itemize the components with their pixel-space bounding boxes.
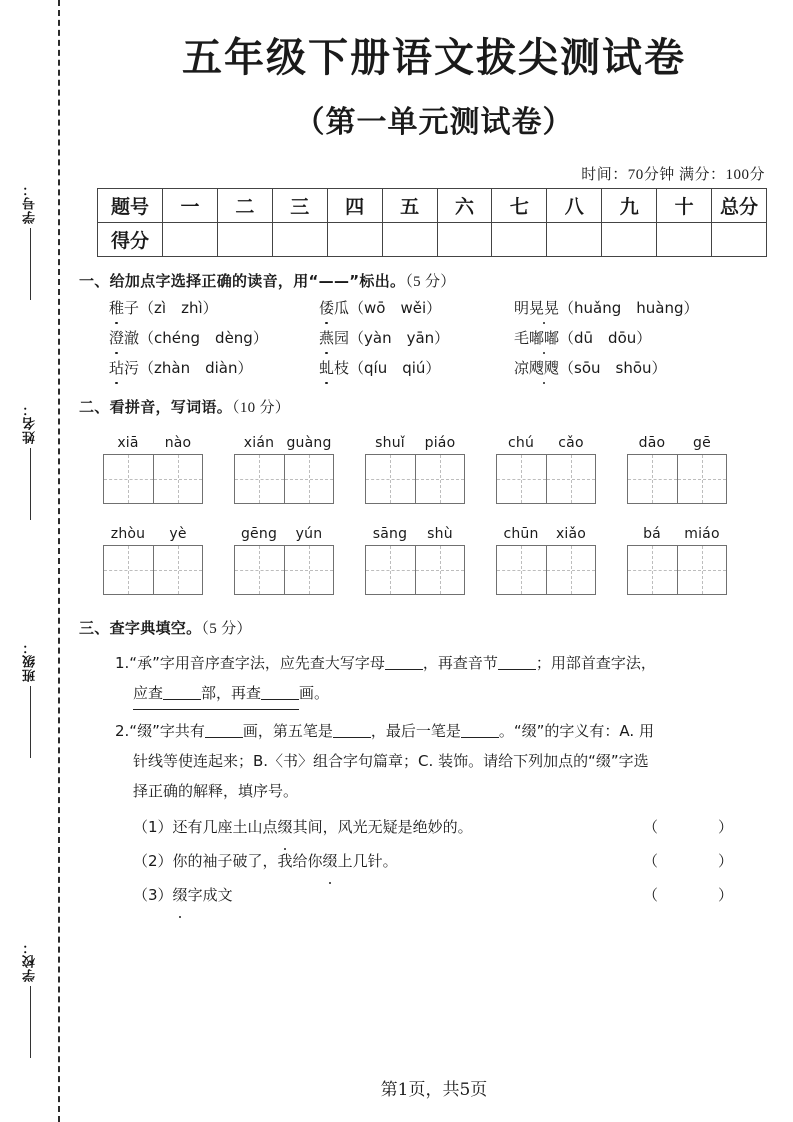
score-cell-2[interactable] [217, 223, 272, 257]
sub-item-1-suffix: 其间，风光无疑是绝妙的。 [292, 818, 473, 836]
write-word-group[interactable] [627, 435, 727, 504]
score-col-header-2: 二 [217, 189, 272, 223]
page-footer: 第1页，共5页 [380, 1080, 488, 1100]
write-pinyin-labels [627, 526, 727, 542]
pinyin-syllable: dāo [638, 435, 666, 451]
grid-cell[interactable] [677, 546, 726, 594]
score-cell-6[interactable] [437, 223, 492, 257]
character-grid-box[interactable] [365, 454, 465, 504]
character-grid-box[interactable] [365, 545, 465, 595]
write-word-group[interactable] [365, 526, 465, 595]
dotted-char: 倭 [319, 299, 335, 317]
margin-rule-name [30, 448, 31, 520]
answer-blank-syllable[interactable] [498, 669, 536, 670]
pinyin-syllable: gēng [240, 526, 278, 542]
pinyin-options: （sōu shōu） [559, 359, 667, 377]
grid-cell[interactable] [546, 546, 595, 594]
grid-cell[interactable] [284, 546, 333, 594]
grid-cell[interactable] [235, 455, 284, 503]
grid-cell[interactable] [284, 455, 333, 503]
score-cell-5[interactable] [382, 223, 437, 257]
grid-cell[interactable] [104, 455, 153, 503]
pinyin-row [109, 297, 793, 318]
pinyin-syllable: shuǐ [375, 435, 405, 451]
pinyin-syllable: xiā [117, 435, 139, 451]
character-grid-box[interactable] [496, 454, 596, 504]
pinyin-word-tail: 枝 [334, 359, 350, 377]
grid-cell[interactable] [153, 546, 202, 594]
write-pinyin-labels [496, 526, 596, 542]
margin-rule-class [30, 686, 31, 758]
pinyin-item[interactable] [109, 327, 319, 348]
score-cell-1[interactable] [163, 223, 218, 257]
exam-meta-info: 时间：70分钟 满分：100分 [581, 167, 765, 183]
q31-text-d: 应查 [133, 684, 164, 702]
pinyin-item[interactable] [514, 327, 651, 348]
pinyin-options: （zhàn diàn） [139, 359, 253, 377]
sub-item-3-suffix: 字成文 [187, 886, 233, 904]
pinyin-syllable: yè [169, 526, 187, 542]
section-heading-three [79, 617, 793, 638]
pinyin-syllable: zhòu [110, 526, 146, 542]
write-word-group[interactable] [627, 526, 727, 595]
pinyin-syllable: xián [243, 435, 275, 451]
write-word-group[interactable] [234, 435, 334, 504]
section-heading-one [79, 270, 793, 291]
pinyin-syllable: bá [643, 526, 661, 542]
section-three-points: （5 分） [201, 621, 252, 637]
question-3-1-line-2 [133, 678, 793, 710]
write-pinyin-labels [496, 435, 596, 451]
q31-text-f: 画。 [299, 684, 330, 702]
q31-underlined-run [133, 678, 299, 710]
pinyin-word-tail: 瓜 [334, 299, 350, 317]
score-table-wrapper [97, 188, 767, 257]
score-table-score-row [98, 223, 767, 257]
pinyin-syllable: nào [164, 435, 192, 451]
pinyin-syllable: miáo [684, 526, 720, 542]
grid-cell[interactable] [415, 455, 464, 503]
pinyin-options: （wō wěi） [349, 299, 442, 317]
sub-item-2-prefix: （2）你的袖子破了，我给你 [133, 852, 323, 870]
score-table-row-label-score: 得分 [98, 223, 163, 257]
pinyin-syllable: gē [693, 435, 711, 451]
write-word-group[interactable] [103, 526, 203, 595]
sub-item-1 [133, 810, 773, 844]
dotted-char: 缀 [173, 878, 188, 912]
write-pinyin-labels [627, 435, 727, 451]
score-cell-9[interactable] [602, 223, 657, 257]
pinyin-options: （dū dōu） [559, 329, 652, 347]
score-cell-7[interactable] [492, 223, 547, 257]
pinyin-word-tail: 子 [124, 299, 140, 317]
answer-blank-last-stroke[interactable] [461, 737, 499, 738]
score-col-header-6: 六 [437, 189, 492, 223]
dotted-char: 稚 [109, 299, 125, 317]
answer-blank-fifth-stroke[interactable] [333, 737, 371, 738]
dotted-char: 嘟嘟 [529, 329, 560, 347]
character-grid-box[interactable] [103, 454, 203, 504]
write-pinyin-labels [103, 526, 203, 542]
pinyin-item[interactable] [319, 357, 514, 378]
character-grid-box[interactable] [627, 545, 727, 595]
dotted-char: 晃晃 [529, 299, 560, 317]
exam-page [75, 0, 793, 1122]
pinyin-row [109, 357, 793, 378]
score-cell-3[interactable] [272, 223, 327, 257]
sub-item-3-prefix: （3） [133, 886, 173, 904]
grid-cell[interactable] [677, 455, 726, 503]
character-grid-box[interactable] [627, 454, 727, 504]
answer-blank-letter[interactable] [385, 669, 423, 670]
score-col-header-9: 九 [602, 189, 657, 223]
margin-label-class: 班级： [22, 640, 38, 682]
dotted-char: 澄 [109, 329, 125, 347]
sub-item-2-text [133, 844, 398, 878]
score-col-header-4: 四 [327, 189, 382, 223]
q32-text-d: 。“缀”的字义有：A. 用 [498, 722, 654, 740]
dotted-char: 玷 [109, 359, 125, 377]
score-cell-total[interactable] [712, 223, 767, 257]
question-3-2-line-3: 择正确的解释，填序号。 [133, 782, 299, 800]
page-title: 五年级下册语文拔尖测试卷 [182, 34, 686, 81]
score-table [97, 188, 767, 257]
section-two-number: 二、 [79, 398, 110, 416]
section-three-number: 三、 [79, 619, 110, 637]
pinyin-options: （zì zhì） [139, 299, 218, 317]
margin-rule-student-id [30, 228, 31, 300]
write-word-group[interactable] [496, 435, 596, 504]
dotted-char: 燕 [319, 329, 335, 347]
write-pinyin-labels [234, 526, 334, 542]
sub-item-1-prefix: （1）还有几座土山点 [133, 818, 278, 836]
dotted-char: 缀 [323, 844, 338, 878]
pinyin-syllable: xiǎo [555, 526, 587, 542]
write-pinyin-labels [365, 526, 465, 542]
q32-text-b: 画，第五笔是 [242, 722, 333, 740]
pinyin-syllable: cǎo [558, 435, 584, 451]
grid-cell[interactable] [497, 455, 546, 503]
margin-label-student-id: 学号： [22, 182, 38, 224]
question-3-1 [115, 648, 793, 710]
grid-cell[interactable] [628, 546, 677, 594]
pinyin-syllable: sāng [372, 526, 408, 542]
score-table-row-label-question: 题号 [98, 189, 163, 223]
pinyin-options: （chéng dèng） [139, 329, 268, 347]
grid-cell[interactable] [235, 546, 284, 594]
pinyin-word-tail: 污 [124, 359, 140, 377]
write-word-row [103, 526, 793, 595]
write-word-group[interactable] [496, 526, 596, 595]
pinyin-syllable: guàng [286, 435, 332, 451]
character-grid-box[interactable] [103, 545, 203, 595]
pinyin-word-head: 毛 [514, 329, 530, 347]
grid-cell[interactable] [153, 455, 202, 503]
score-col-header-8: 八 [547, 189, 602, 223]
pinyin-syllable: shù [427, 526, 453, 542]
section-one-points: （5 分） [405, 274, 456, 290]
grid-cell[interactable] [546, 455, 595, 503]
answer-blank-strokes[interactable] [261, 699, 299, 700]
pinyin-options: （huǎng huàng） [559, 299, 699, 317]
answer-blank-radical[interactable] [163, 699, 201, 700]
sub-item-2-suffix: 上几针。 [337, 852, 398, 870]
grid-cell[interactable] [104, 546, 153, 594]
pinyin-item[interactable] [319, 327, 514, 348]
score-cell-8[interactable] [547, 223, 602, 257]
q31-text-a: 1.“承”字用音序查字法，应先查大写字母 [115, 654, 385, 672]
pinyin-syllable: piáo [424, 435, 456, 451]
score-cell-10[interactable] [657, 223, 712, 257]
q32-text-a: 2.“缀”字共有 [115, 722, 205, 740]
margin-field-school [10, 940, 50, 1058]
left-margin-strip [0, 0, 75, 1122]
answer-parenthesis[interactable]: （ ） [642, 818, 743, 836]
pinyin-word-head: 明 [514, 299, 530, 317]
pinyin-syllable: chú [507, 435, 535, 451]
section-heading-two [79, 396, 793, 417]
write-pinyin-labels [234, 435, 334, 451]
pinyin-choice-grid [109, 297, 793, 378]
question-3-1-line-1 [115, 648, 793, 678]
character-grid-box[interactable] [234, 454, 334, 504]
margin-field-student-id [10, 182, 50, 300]
section-two-points: （10 分） [232, 400, 291, 416]
score-col-header-5: 五 [382, 189, 437, 223]
dotted-char: 缀 [278, 810, 293, 844]
section-two-title: 看拼音，写词语。 [109, 398, 233, 416]
sub-item-3-text [133, 878, 233, 912]
margin-rule-school [30, 986, 31, 1058]
question-3-2-line-1 [115, 716, 793, 746]
pinyin-item[interactable] [109, 357, 319, 378]
q31-text-b: ，再查音节 [422, 654, 498, 672]
margin-label-name: 姓名： [22, 402, 38, 444]
pinyin-syllable: yún [295, 526, 323, 542]
sub-item-3 [133, 878, 773, 912]
score-col-header-total: 总分 [712, 189, 767, 223]
grid-cell[interactable] [497, 546, 546, 594]
question-3-2-line-2: 针线等使连起来；B.〈书〉组合字句篇章；C. 装饰。请给下列加点的“缀”字选 [133, 752, 649, 770]
character-grid-box[interactable] [496, 545, 596, 595]
section-three-title: 查字典填空。 [109, 619, 202, 637]
score-cell-4[interactable] [327, 223, 382, 257]
pinyin-item[interactable] [319, 297, 514, 318]
dotted-char: 飕飕 [529, 359, 560, 377]
score-col-header-1: 一 [163, 189, 218, 223]
pinyin-word-tail: 澈 [124, 329, 140, 347]
grid-cell[interactable] [628, 455, 677, 503]
question-3-2 [115, 716, 793, 806]
write-pinyin-labels [365, 435, 465, 451]
margin-label-school: 学校： [22, 940, 38, 982]
write-word-group[interactable] [234, 526, 334, 595]
q31-text-c: ；用部首查字法， [535, 654, 656, 672]
pinyin-item[interactable] [514, 357, 667, 378]
pinyin-item[interactable] [109, 297, 319, 318]
pinyin-word-head: 凉 [514, 359, 530, 377]
page-subtitle: （第一单元测试卷） [294, 105, 574, 140]
pinyin-options: （yàn yān） [349, 329, 450, 347]
write-word-group[interactable] [365, 435, 465, 504]
answer-parenthesis[interactable]: （ ） [642, 852, 743, 870]
q31-text-e: 部，再查 [201, 684, 262, 702]
margin-field-class [10, 640, 50, 758]
character-grid-box[interactable] [234, 545, 334, 595]
pinyin-row [109, 327, 793, 348]
answer-blank-stroke-count[interactable] [205, 737, 243, 738]
write-word-row [103, 435, 793, 504]
score-col-header-3: 三 [272, 189, 327, 223]
q32-text-c: ，最后一笔是 [370, 722, 461, 740]
pinyin-item[interactable] [514, 297, 699, 318]
pinyin-options: （qíu qiú） [349, 359, 441, 377]
margin-field-name [10, 402, 50, 520]
grid-cell[interactable] [415, 546, 464, 594]
score-table-header-row [98, 189, 767, 223]
sub-item-2 [133, 844, 773, 878]
dotted-char: 虬 [319, 359, 335, 377]
pinyin-syllable: chūn [503, 526, 539, 542]
question-3-2-sub-items [115, 810, 773, 912]
score-col-header-7: 七 [492, 189, 547, 223]
score-col-header-10: 十 [657, 189, 712, 223]
margin-dashed-divider [58, 0, 60, 1122]
grid-cell[interactable] [366, 455, 415, 503]
answer-parenthesis[interactable]: （ ） [642, 886, 743, 904]
sub-item-1-text [133, 810, 473, 844]
grid-cell[interactable] [366, 546, 415, 594]
pinyin-word-tail: 园 [334, 329, 350, 347]
section-one-number: 一、 [79, 272, 110, 290]
section-one-title: 给加点字选择正确的读音，用“——”标出。 [109, 272, 406, 290]
write-word-group[interactable] [103, 435, 203, 504]
write-pinyin-labels [103, 435, 203, 451]
